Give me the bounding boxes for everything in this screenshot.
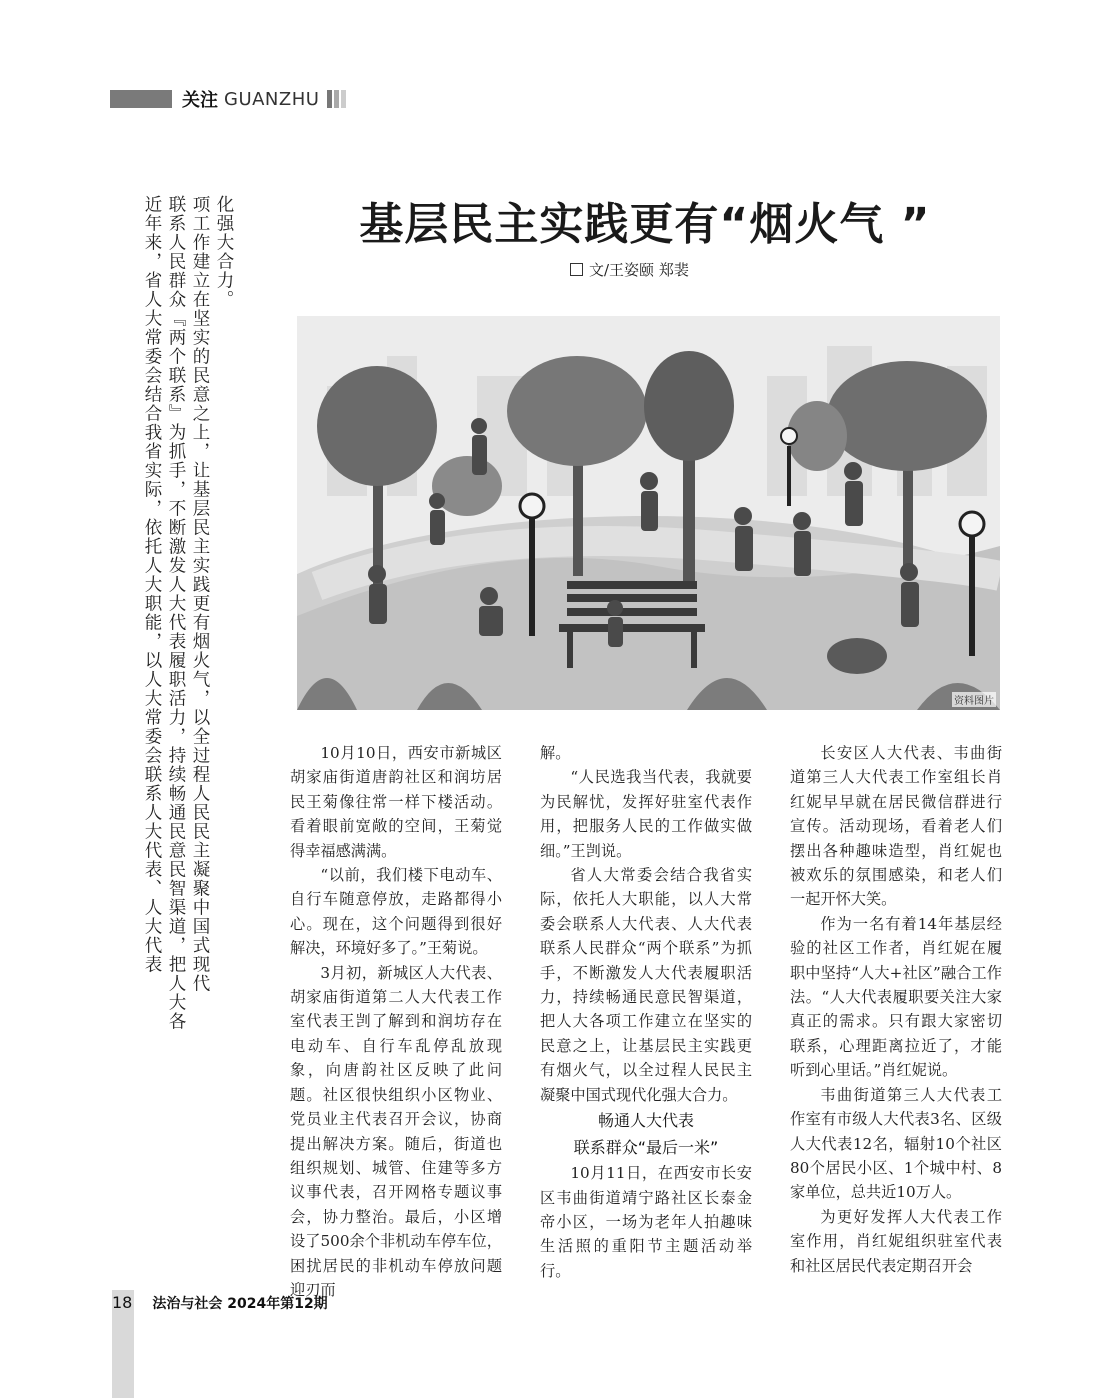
paragraph: “以前，我们楼下电动车、自行车随意停放，走路都得小心。现在，这个问题得到很好解决，环境好多了。”王菊说。 [290, 866, 502, 958]
image-caption: 资料图片 [952, 692, 996, 707]
paragraph: 为更好发挥人大代表工作室作用，肖红妮组织驻室代表和社区居民代表定期召开会 [790, 1207, 1002, 1275]
section-label: 关注 [182, 90, 218, 111]
park-illustration [297, 316, 1000, 710]
intro-line-3: 项工作建立在坚实的民意之上，让基层民主实践更有烟火气，以全过程人民民主凝聚中国式现代 [190, 195, 210, 993]
paragraph: “人民选我当代表，我就要为民解忧，发挥好驻室代表作用，把服务人民的工作做实做细。”王剀说。 [540, 768, 752, 860]
intro-line-4: 化强大合力。 [214, 195, 234, 309]
byline-text: 文/王姿颐 郑裴 [589, 261, 689, 279]
column-2 [540, 741, 752, 1283]
column-3 [790, 741, 1002, 1278]
paragraph: 10月11日，在西安市长安区韦曲街道靖宁路社区长泰金帝小区，一场为老年人拍趣味生活照的重阳节主题活动举行。 [540, 1164, 752, 1280]
paragraph: 长安区人大代表、韦曲街道第三人大代表工作室组长肖红妮早早就在居民微信群进行宣传。活动现场，看着老人们摆出各种趣味造型，肖红妮也被欢乐的氛围感染，和老人们一起开怀大笑。 [790, 744, 1002, 909]
paragraph-continued: 解。 [540, 744, 571, 762]
section-label-en: GUANZHU [224, 88, 320, 110]
page-footer [112, 1293, 328, 1313]
byline [570, 259, 689, 280]
byline-box-icon [570, 263, 583, 276]
section-ticks [327, 90, 346, 108]
paragraph: 10月10日，西安市新城区胡家庙街道唐韵社区和润坊居民王菊像往常一样下楼活动。看着眼前宽敞的空间，王菊觉得幸福感满满。 [290, 744, 502, 860]
subheading-line-1: 畅通人大代表 [597, 1111, 694, 1131]
column-1 [290, 741, 502, 1302]
page-number: 18 [112, 1293, 133, 1312]
paragraph: 韦曲街道第三人大代表工作室有市级人大代表3名、区级人大代表12名，辐射10个社区80个居民小区、1个城中村、8家单位，总共近10万人。 [790, 1085, 1002, 1202]
paragraph: 3月初，新城区人大代表、胡家庙街道第二人大代表工作室代表王剀了解到和润坊存在电动车、自行车乱停乱放现象，向唐韵社区反映了此问题。社区很快组织小区物业、党员业主代表召开会议，协商提出解决方案。随后，街道也组织规划、城管、住建等多方议事代表，召开网格专题议事会，协力整治。最后，小区增设了500余个非机动车停车位，困扰居民的非机动车停放问题迎刃而 [290, 963, 502, 1299]
intro-line-2: 联系人民群众『两个联系』为抓手，不断激发人大代表履职活力，持续畅通民意民智渠道，把人大各 [166, 195, 186, 1031]
park-scene [297, 316, 1000, 710]
article-title: 基层民主实践更有“烟火气 ” [359, 199, 931, 250]
paragraph: 作为一名有着14年基层经验的社区工作者，肖红妮在履职中坚持“人大+社区”融合工作法。“人大代表履职要关注大家真正的需求。只有跟大家密切联系，心理距离拉近了，才能听到心里话。”肖红妮说。 [790, 914, 1002, 1080]
intro-line-1: 近年来，省人大常委会结合我省实际，依托人大职能，以人大常委会联系人大代表、人大代表 [142, 195, 162, 974]
section-header [110, 88, 346, 110]
section-bar [110, 90, 172, 108]
magazine-issue: 法治与社会 2024年第12期 [152, 1296, 328, 1312]
subheading-line-2: 联系群众“最后一米” [573, 1138, 719, 1158]
paragraph: 省人大常委会结合我省实际，依托人大职能，以人大常委会联系人大代表、人大代表联系人民群众“两个联系”为抓手，不断激发人大代表履职活力，持续畅通民意民智渠道，把人大各项工作建立在坚实的民意之上，让基层民主实践更有烟火气，以全过程人民民主凝聚中国式现代化强大合力。 [540, 866, 752, 1104]
